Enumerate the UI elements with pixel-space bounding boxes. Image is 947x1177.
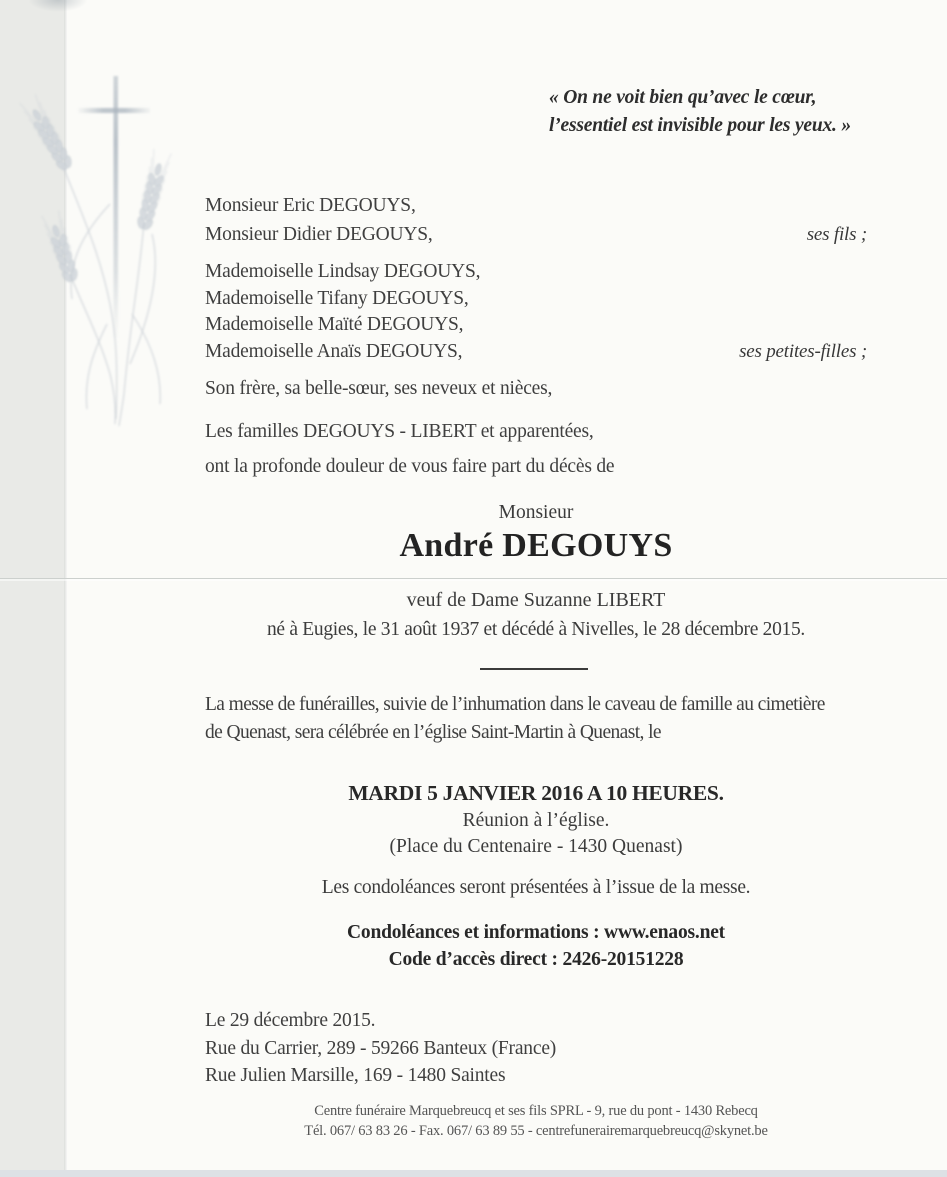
quote-line-1: « On ne voit bien qu’avec le cœur, (549, 87, 817, 108)
ceremony-datetime: MARDI 5 JANVIER 2016 A 10 HEURES. (348, 781, 724, 805)
granddaughter-name: Mademoiselle Lindsay DEGOUYS, (205, 261, 481, 282)
deceased-name: André DEGOUYS (399, 527, 673, 564)
families-line: Les familles DEGOUYS - LIBERT et apparentées, (205, 421, 594, 442)
granddaughter-name: Mademoiselle Anaïs DEGOUYS, (205, 340, 463, 362)
address-line: Rue Julien Marsille, 169 - 1480 Saintes (205, 1065, 506, 1086)
scan-smudge (28, 0, 88, 12)
granddaughter-name: Mademoiselle Tifany DEGOUYS, (205, 287, 469, 309)
granddaughters-relation-label: ses petites-filles ; (739, 340, 867, 362)
access-code-line: Code d’accès direct : 2426-20151228 (388, 949, 684, 970)
mass-line-1: La messe de funérailles, suivie de l’inhumation dans le caveau de famille au cimetière (205, 694, 825, 715)
sons-relation-label: ses fils ; (806, 224, 867, 245)
funeral-home-line-2: Tél. 067/ 63 83 26 - Fax. 067/ 63 89 55 - centrefunerairemarquebreucq@skynet.be (304, 1122, 768, 1139)
meeting-line: Réunion à l’église. (462, 810, 610, 831)
sons-list (205, 191, 867, 249)
bottom-scan-edge (0, 1170, 947, 1177)
online-info-line: Condoléances et informations : www.enaos.net (347, 922, 725, 943)
son-name: Monsieur Eric DEGOUYS, (205, 195, 416, 216)
condolences-line: Les condoléances seront présentées à l’issue de la messe. (321, 877, 751, 898)
paper-fold-line (0, 578, 947, 579)
funeral-home-line-1: Centre funéraire Marquebreucq et ses fils SPRL - 9, rue du pont - 1430 Rebecq (314, 1103, 758, 1119)
section-divider (480, 668, 588, 670)
ceremony-address: (Place du Centenaire - 1430 Quenast) (389, 836, 683, 857)
letter-date: Le 29 décembre 2015. (205, 1010, 376, 1031)
address-line: Rue du Carrier, 289 - 59266 Banteux (France) (205, 1037, 557, 1059)
announcement-line: ont la profonde douleur de vous faire part du décès de (205, 456, 615, 477)
spouse-line: veuf de Dame Suzanne LIBERT (406, 589, 666, 611)
quote-line-2: l’essentiel est invisible pour les yeux. » (549, 114, 851, 136)
son-name: Monsieur Didier DEGOUYS, (205, 224, 433, 245)
funeral-home-footer (205, 1102, 867, 1141)
granddaughter-name: Mademoiselle Maïté DEGOUYS, (205, 314, 464, 335)
family-line: Son frère, sa belle-sœur, ses neveux et nièces, (205, 378, 553, 399)
deceased-title: Monsieur (498, 502, 574, 523)
cross-and-wheat-illustration (12, 64, 188, 434)
granddaughters-list (205, 259, 867, 365)
wheat-head (20, 94, 172, 285)
epigraph-quote (549, 84, 851, 139)
cross-icon (78, 76, 150, 338)
correspondence-block (205, 1007, 556, 1090)
mass-line-2: de Quenast, sera célébrée en l’église Saint-Martin à Quenast, le (205, 722, 661, 743)
life-dates-line: né à Eugies, le 31 août 1937 et décédé à Nivelles, le 28 décembre 2015. (266, 619, 806, 640)
